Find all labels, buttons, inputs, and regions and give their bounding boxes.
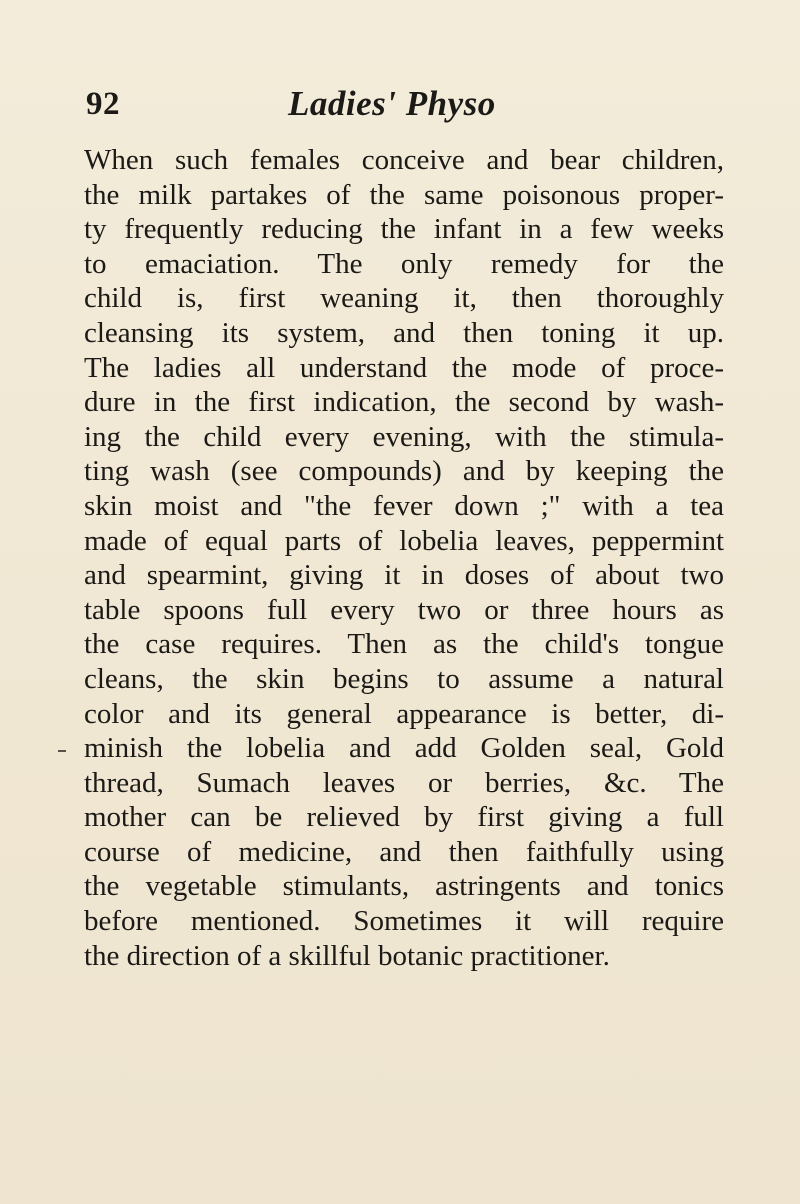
text-line: course of medicine, and then faithfully using — [84, 835, 724, 868]
text-line: skin moist and "the fever down ;" with a tea — [84, 489, 724, 522]
text-line: ty frequently reducing the infant in a few weeks — [84, 213, 724, 246]
text-line: child is, first weaning it, then thoroughly — [84, 282, 724, 315]
text-line: the case requires. Then as the child's tongue — [84, 628, 724, 661]
text-line: color and its general appearance is better, di- — [84, 697, 724, 730]
text-line: to emaciation. The only remedy for the — [84, 247, 724, 280]
text-line: dure in the first indication, the second by wash- — [84, 386, 724, 419]
text-line: the milk partakes of the same poisonous proper- — [84, 178, 724, 211]
margin-mark — [58, 750, 66, 752]
text-line: and spearmint, giving it in doses of about two — [84, 559, 724, 592]
text-line: table spoons full every two or three hours as — [84, 593, 724, 626]
text-line: the vegetable stimulants, astringents and tonics — [84, 870, 724, 903]
text-line: thread, Sumach leaves or berries, &c. The — [84, 766, 724, 799]
text-line: ing the child every evening, with the stimula- — [84, 420, 724, 453]
text-line: ting wash (see compounds) and by keeping the — [84, 455, 724, 488]
text-line: the direction of a skillful botanic practitioner. — [84, 939, 610, 972]
running-title: Ladies' Physo — [288, 84, 496, 123]
text-line: cleansing its system, and then toning it up. — [84, 316, 724, 349]
text-line: minish the lobelia and add Golden seal, Gold — [84, 732, 724, 765]
text-line: When such females conceive and bear children, — [84, 144, 724, 176]
text-line: cleans, the skin begins to assume a natural — [84, 662, 724, 695]
text-line: made of equal parts of lobelia leaves, peppermint — [84, 524, 724, 557]
text-line: before mentioned. Sometimes it will require — [84, 905, 724, 938]
text-line: The ladies all understand the mode of proce- — [84, 351, 724, 384]
body-text — [84, 143, 724, 973]
running-head — [0, 80, 800, 130]
page-number: 92 — [86, 86, 120, 122]
text-line: mother can be relieved by first giving a full — [84, 801, 724, 834]
